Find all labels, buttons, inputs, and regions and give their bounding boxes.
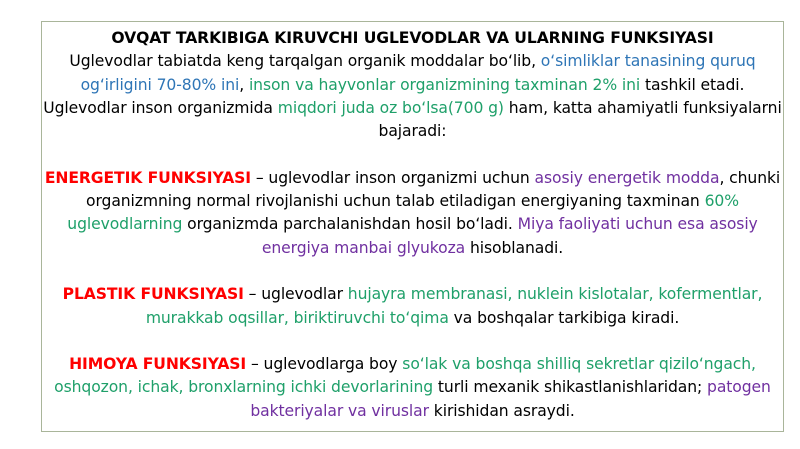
energetic-text: – uglevodlar inson organizmi uchun (251, 168, 535, 187)
spacer (42, 330, 783, 353)
protective-paragraph (42, 353, 783, 423)
intro-text: , (239, 75, 249, 94)
intro-text: Uglevodlar tabiatda keng tarqalgan organik moddalar bo‘lib, (69, 52, 541, 71)
protective-heading: HIMOYA FUNKSIYASI (69, 355, 247, 374)
intro-text: Uglevodlar inson organizmida (43, 98, 278, 117)
energetic-text: hisoblanadi. (465, 238, 564, 257)
energetic-highlight-percent: 60% uglevodlarning (67, 192, 739, 234)
intro-highlight-human: inson va hayvonlar organizmining taxminan 2% ini (248, 75, 641, 94)
intro-paragraph-2 (42, 97, 783, 144)
content-box (41, 21, 784, 432)
plastic-paragraph (42, 283, 783, 330)
energetic-text: , chunki organizmning normal rivojlanishi uchun talab etiladigan energiyaning taxminan (86, 168, 781, 211)
energetic-text: organizmda parchalanishdan hosil bo‘ladi. (182, 215, 518, 234)
plastic-text: va boshqalar tarkibiga kiradi. (448, 308, 680, 327)
energetic-paragraph (42, 167, 783, 260)
spacer (42, 143, 783, 166)
energetic-heading: ENERGETIK FUNKSIYASI (44, 168, 251, 187)
protective-highlight-secretions: so‘lak va boshqa shilliq sekretlar qizilo‘ngach, oshqozon, ichak, bronxlarning ichki devorlarining (54, 355, 756, 397)
energetic-highlight-main: asosiy energetik modda (534, 168, 720, 187)
intro-highlight-amount: miqdori juda oz bo‘lsa(700 g) (277, 98, 504, 117)
plastic-text: – uglevodlar (243, 285, 348, 304)
page-title: OVQAT TARKIBIGA KIRUVCHI UGLEVODLAR VA ULARNING FUNKSIYASI (111, 29, 714, 47)
protective-highlight-pathogens: patogen bakteriyalar va viruslar (250, 378, 771, 420)
protective-text: – uglevodlarga boy (246, 355, 403, 374)
intro-text: ham, katta ahamiyatli funksiyalarni bajaradi: (378, 98, 782, 141)
intro-paragraph-1 (42, 50, 783, 97)
energetic-highlight-glucose: Miya faoliyati uchun esa asosiy energiya manbai glyukoza (261, 215, 758, 257)
intro-text: tashkil etadi. (640, 75, 745, 94)
protective-text: kirishidan asraydi. (428, 401, 575, 420)
intro-highlight-plants: o‘simliklar tanasining quruq og‘irligini 70-80% ini (80, 52, 756, 94)
plastic-highlight: hujayra membranasi, nuklein kislotalar, kofermentlar, murakkab oqsillar, biriktiruvchi to‘qima (145, 285, 763, 327)
plastic-heading: PLASTIK FUNKSIYASI (62, 285, 244, 304)
protective-text: turli mexanik shikastlanishlaridan; (433, 378, 708, 397)
spacer (42, 260, 783, 283)
